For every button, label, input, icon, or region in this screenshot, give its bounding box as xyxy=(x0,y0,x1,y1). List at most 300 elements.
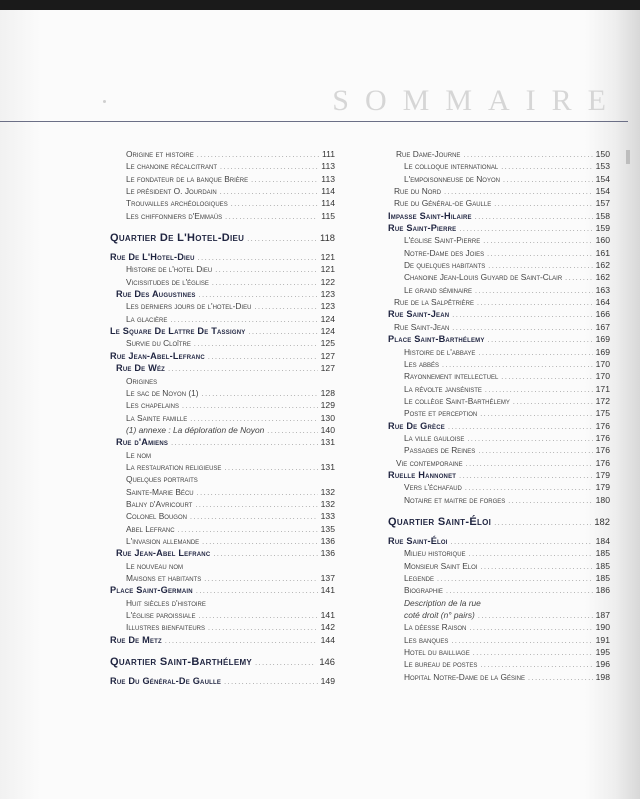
toc-entry-label: L'empoisonneuse de Noyon xyxy=(404,173,500,184)
toc-entry xyxy=(110,412,335,424)
toc-entry-label: Rue Saint-Jean xyxy=(388,309,450,320)
toc-entry-label: Rue De Grèce xyxy=(388,420,445,431)
toc-page-number: 125 xyxy=(320,338,335,349)
toc-entry-label: Le fondateur de la banque Brière xyxy=(126,173,249,184)
toc-entry-label: Rue Jean-Abel-Lefranc xyxy=(110,350,205,361)
toc-entry-label: Les banques xyxy=(404,634,449,645)
toc-entry-label: Origines xyxy=(126,375,158,386)
toc-leader-dots xyxy=(503,175,593,187)
toc-entry-label: Le bureau de postes xyxy=(404,659,478,670)
toc-entry-label: Rue du Nord xyxy=(394,186,442,197)
toc-entry-label: Vicissitudes de l'église xyxy=(126,276,209,287)
toc-entry xyxy=(388,481,610,493)
toc-entry xyxy=(110,300,335,312)
toc-leader-dots xyxy=(251,175,318,187)
toc-leader-dots xyxy=(467,434,592,446)
toc-section-heading xyxy=(388,512,610,531)
toc-entry-label: Quartier Saint-Éloi xyxy=(388,515,492,528)
toc-leader-dots xyxy=(197,488,318,500)
toc-page-number: 175 xyxy=(595,408,610,419)
toc-leader-dots xyxy=(501,162,592,174)
toc-entry-label: Rue Saint-Jean xyxy=(394,321,450,332)
toc-leader-dots xyxy=(528,673,593,685)
toc-page-number: 133 xyxy=(320,511,335,522)
toc-page-number: 149 xyxy=(320,676,335,687)
toc-leader-dots xyxy=(202,537,317,549)
toc-leader-dots xyxy=(231,199,319,211)
toc-leader-dots xyxy=(475,286,593,298)
toc-entry xyxy=(110,337,335,349)
toc-leader-dots xyxy=(255,654,316,673)
toc-leader-dots xyxy=(494,199,592,211)
toc-page-number: 176 xyxy=(595,420,610,431)
toc-page-number: 141 xyxy=(320,610,335,621)
toc-entry xyxy=(388,634,610,646)
toc-street-entry xyxy=(110,251,335,263)
toc-page-number: 164 xyxy=(595,297,610,308)
toc-leader-dots xyxy=(437,574,593,586)
toc-page-number: 111 xyxy=(321,149,335,159)
toc-leader-dots xyxy=(182,401,318,413)
toc-page-number: 122 xyxy=(320,276,335,287)
toc-entry-label: Quartier Saint-Barthélemy xyxy=(110,656,253,669)
toc-page-number: 184 xyxy=(595,535,610,546)
toc-entry xyxy=(110,461,335,473)
toc-street-entry xyxy=(388,308,610,320)
toc-entry-label: Survie du Cloître xyxy=(126,338,191,349)
toc-entry xyxy=(388,185,610,197)
toc-page-number: 154 xyxy=(595,186,610,197)
toc-entry-label: La ville gauloise xyxy=(404,432,465,443)
toc-entry-label: Notre-Dame des Joies xyxy=(404,247,485,258)
toc-entry xyxy=(110,387,335,399)
toc-leader-dots xyxy=(487,249,593,261)
toc-entry-label: Place Saint-Germain xyxy=(110,585,193,596)
toc-page-number: 131 xyxy=(320,461,335,472)
toc-entry-label: Trouvailles archéologiques xyxy=(126,198,228,209)
toc-entry-label: Rue de la Salpêtrière xyxy=(394,297,474,308)
toc-entry-label: Rue De Metz xyxy=(110,634,162,645)
toc-leader-dots xyxy=(171,438,318,450)
toc-entry-label: Hotel du bailliage xyxy=(404,647,470,658)
toc-leader-dots xyxy=(195,500,317,512)
toc-page-number: 195 xyxy=(595,647,610,658)
toc-entry xyxy=(110,313,335,325)
toc-entry-label: Le Square De Lattre De Tassigny xyxy=(110,326,246,337)
toc-page-number: 121 xyxy=(320,252,335,263)
toc-entry xyxy=(388,358,610,370)
toc-page-number: 129 xyxy=(320,400,335,411)
toc-street-entry xyxy=(110,584,335,596)
toc-leader-dots xyxy=(469,623,592,635)
toc-entry-label: Rue Jean-Abel Lefranc xyxy=(116,548,211,559)
binding-mark xyxy=(626,150,630,164)
toc-entry-label: Rue Du Général-De Gaulle xyxy=(110,676,222,687)
toc-page-number: 187 xyxy=(595,610,610,621)
toc-leader-dots xyxy=(248,327,317,339)
toc-leader-dots xyxy=(168,364,318,376)
toc-entry xyxy=(110,210,335,222)
toc-entry xyxy=(110,148,335,160)
toc-page-number: 163 xyxy=(595,284,610,295)
toc-page-number: 196 xyxy=(595,659,610,670)
toc-section-heading xyxy=(110,652,335,671)
toc-leader-dots xyxy=(254,302,317,314)
toc-leader-dots xyxy=(448,422,593,434)
toc-entry xyxy=(388,321,610,333)
toc-right-column xyxy=(388,148,610,683)
toc-page-number: 158 xyxy=(595,210,610,221)
toc-street-entry xyxy=(110,634,335,646)
toc-leader-dots xyxy=(565,273,592,285)
toc-leader-dots xyxy=(215,265,317,277)
toc-entry-label: Quartier De L'Hotel-Dieu xyxy=(110,232,245,245)
toc-page-number: 128 xyxy=(320,387,335,398)
toc-entry-label: Poste et perception xyxy=(404,408,478,419)
toc-entry xyxy=(388,547,610,559)
toc-street-entry xyxy=(110,547,335,559)
toc-entry-label: Description de la rue xyxy=(404,597,481,608)
toc-leader-dots xyxy=(469,549,593,561)
toc-entry xyxy=(388,560,610,572)
page-header-title: SOMMAIRE xyxy=(332,84,622,117)
toc-entry-label: Les derniers jours de l'hotel-Dieu xyxy=(126,301,252,312)
toc-page-number: 179 xyxy=(595,469,610,480)
toc-entry-label: Ruelle Hannonet xyxy=(388,469,457,480)
toc-entry-label: L'invasion allemande xyxy=(126,535,200,546)
toc-entry-label: Origine et histoire xyxy=(126,149,194,159)
toc-street-entry xyxy=(110,288,335,300)
toc-entry xyxy=(388,234,610,246)
toc-page-number: 121 xyxy=(320,264,335,275)
toc-entry-label: La Sainte famille xyxy=(126,412,188,423)
toc-entry-label: Rue Saint-Pierre xyxy=(388,223,457,234)
toc-entry xyxy=(110,160,335,172)
toc-page-number: 124 xyxy=(320,326,335,337)
toc-entry-label: De quelques habitants xyxy=(404,260,486,271)
toc-page-number: 118 xyxy=(320,232,335,244)
toc-page-number: 166 xyxy=(595,309,610,320)
toc-entry xyxy=(388,621,610,633)
toc-entry-label: Vie contemporaine xyxy=(396,457,463,468)
toc-page-number: 141 xyxy=(320,585,335,596)
toc-entry-label: Huit siècles d'histoire xyxy=(126,597,206,608)
toc-entry-label: Sainte-Marie Bécu xyxy=(126,486,194,497)
toc-entry-label: Rue De L'Hotel-Dieu xyxy=(110,252,195,263)
toc-leader-dots xyxy=(165,636,318,648)
toc-section-heading xyxy=(110,228,335,247)
toc-entry-label: Milieu historique xyxy=(404,548,466,559)
toc-page-number: 113 xyxy=(321,173,335,184)
toc-leader-dots xyxy=(196,586,318,598)
toc-entry xyxy=(388,671,610,683)
toc-leader-dots xyxy=(202,389,318,401)
toc-entry xyxy=(388,457,610,469)
toc-entry-label: Le chanoine récalcitrant xyxy=(126,161,217,172)
toc-entry-label: Le grand séminaire xyxy=(404,284,472,295)
toc-leader-dots xyxy=(478,348,592,360)
toc-entry-label: L'église paroissiale xyxy=(126,610,196,621)
toc-page-number: 142 xyxy=(320,622,335,633)
toc-entry-label: Le nom xyxy=(126,449,151,460)
toc-entry xyxy=(388,584,610,596)
toc-page-number: 137 xyxy=(320,573,335,583)
toc-leader-dots xyxy=(190,512,318,524)
toc-entry-label: La restauration religieuse xyxy=(126,461,222,472)
toc-entry-label: Legende xyxy=(404,573,434,583)
toc-page-number: 170 xyxy=(595,371,610,382)
toc-entry-label: Monsieur Saint Eloi xyxy=(404,560,478,571)
toc-page-number: 169 xyxy=(595,346,610,357)
toc-entry-label: Biographie xyxy=(404,585,443,596)
toc-page-number: 130 xyxy=(320,412,335,423)
toc-leader-dots xyxy=(224,463,317,475)
header-rule xyxy=(0,121,628,122)
toc-entry-label: Histoire de l'hotel Dieu xyxy=(126,264,213,275)
toc-street-entry xyxy=(110,436,335,448)
toc-leader-dots xyxy=(208,352,318,364)
toc-entry xyxy=(388,296,610,308)
toc-entry-label: Les chapelains xyxy=(126,400,180,411)
toc-page-number: 135 xyxy=(320,523,335,534)
toc-entry xyxy=(388,494,610,506)
toc-street-entry xyxy=(388,469,610,481)
scan-top-edge xyxy=(0,0,640,10)
toc-entry-label: Rue Dame-Journe xyxy=(396,149,461,159)
toc-page-number: 136 xyxy=(320,535,335,546)
toc-page-number: 124 xyxy=(320,313,335,324)
toc-entry-label: Balny d'Avricourt xyxy=(126,498,193,509)
toc-entry xyxy=(110,399,335,411)
toc-page-number: 186 xyxy=(595,585,610,596)
paper-speck xyxy=(103,100,106,103)
toc-page-number: 176 xyxy=(595,457,610,468)
toc-leader-dots xyxy=(501,372,592,384)
toc-entry-label: coté droit (n° pairs) xyxy=(404,610,475,621)
toc-leader-dots xyxy=(451,636,592,648)
toc-entry-label: (1) annexe : La déploration de Noyon xyxy=(126,424,265,435)
toc-leader-dots xyxy=(508,496,592,508)
toc-entry xyxy=(388,148,610,160)
toc-entry xyxy=(388,646,610,658)
toc-entry-label: Hopital Notre-Dame de la Gésine xyxy=(404,671,525,682)
toc-leader-dots xyxy=(466,459,593,471)
toc-entry xyxy=(110,173,335,185)
toc-page-number: 185 xyxy=(595,560,610,571)
toc-street-entry xyxy=(110,325,335,337)
toc-leader-dots xyxy=(451,537,593,549)
toc-entry xyxy=(388,173,610,185)
toc-street-entry xyxy=(110,362,335,374)
toc-street-entry xyxy=(388,535,610,547)
toc-leader-dots xyxy=(480,409,592,421)
toc-leader-dots xyxy=(213,549,317,561)
toc-entry xyxy=(388,259,610,271)
toc-page-number: 132 xyxy=(320,486,335,497)
toc-entry-label: Rue De Wéz xyxy=(116,363,166,374)
toc-page-number: 170 xyxy=(595,358,610,369)
toc-page-number: 182 xyxy=(594,515,610,527)
toc-entry-label: Quelques portraits xyxy=(126,474,198,485)
toc-leader-dots xyxy=(488,335,593,347)
toc-leader-dots xyxy=(477,298,593,310)
toc-page-number: 114 xyxy=(321,198,335,209)
toc-page-number: 185 xyxy=(595,548,610,559)
toc-entry-label: Le colloque international xyxy=(404,161,499,172)
toc-leader-dots xyxy=(478,611,593,623)
toc-entry-label: La révolte janséniste xyxy=(404,383,482,394)
toc-leader-dots xyxy=(247,230,317,249)
toc-entry-label: Les abbés xyxy=(404,358,439,369)
toc-page-number: 171 xyxy=(595,383,610,394)
toc-leader-dots xyxy=(475,212,593,224)
toc-entry-label: Rue du Général-de Gaulle xyxy=(394,198,492,209)
toc-page-number: 144 xyxy=(320,634,335,645)
toc-page-number: 162 xyxy=(595,272,610,283)
toc-page-number: 123 xyxy=(320,289,335,300)
toc-leader-dots xyxy=(220,187,319,199)
toc-leader-dots xyxy=(473,648,593,660)
toc-leader-dots xyxy=(208,623,318,635)
toc-page-number: 160 xyxy=(595,235,610,246)
toc-entry-label: Le collège Saint-Barthélemy xyxy=(404,395,510,406)
toc-page-number: 167 xyxy=(595,321,610,332)
toc-entry xyxy=(388,383,610,395)
toc-page-number: 185 xyxy=(595,573,610,583)
toc-page-number: 154 xyxy=(595,173,610,184)
toc-page-number: 162 xyxy=(595,260,610,271)
toc-left-column xyxy=(110,148,335,687)
toc-leader-dots xyxy=(513,397,593,409)
toc-page-number: 136 xyxy=(320,548,335,559)
toc-page-number: 153 xyxy=(595,161,610,172)
toc-page-number: 179 xyxy=(595,482,610,493)
toc-page-number: 114 xyxy=(321,186,335,197)
toc-entry-label: Rue Des Augustines xyxy=(116,289,196,300)
toc-leader-dots xyxy=(480,562,592,574)
toc-page-number: 157 xyxy=(595,198,610,209)
toc-page-number: 113 xyxy=(321,161,335,172)
toc-page-number: 161 xyxy=(595,247,610,258)
toc-entry xyxy=(110,276,335,288)
toc-entry xyxy=(110,523,335,535)
toc-entry xyxy=(110,609,335,621)
toc-entry-label: Passages de Reines xyxy=(404,445,476,456)
toc-leader-dots xyxy=(483,236,592,248)
toc-page-number: 180 xyxy=(595,494,610,505)
toc-entry xyxy=(110,510,335,522)
toc-page-number: 159 xyxy=(595,223,610,234)
toc-street-entry xyxy=(110,675,335,687)
toc-entry xyxy=(388,271,610,283)
toc-entry-label: Rayonnement intellectuel xyxy=(404,371,499,382)
toc-entry xyxy=(110,185,335,197)
toc-entry-label: Impasse Saint-Hilaire xyxy=(388,210,472,221)
toc-entry-label: Notaire et maitre de forges xyxy=(404,494,506,505)
toc-street-entry xyxy=(388,222,610,234)
toc-leader-dots xyxy=(459,471,593,483)
toc-entry xyxy=(388,197,610,209)
toc-entry-label: Colonel Bougon xyxy=(126,511,187,522)
toc-entry xyxy=(388,395,610,407)
toc-entry xyxy=(110,424,335,436)
toc-entry-label: Illustres bienfaiteurs xyxy=(126,622,206,633)
toc-entry xyxy=(110,572,335,584)
toc-page-number: 127 xyxy=(320,350,335,361)
toc-page-number: 191 xyxy=(595,634,610,645)
toc-entry-label: Le sac de Noyon (1) xyxy=(126,387,199,398)
toc-leader-dots xyxy=(267,426,317,438)
toc-leader-dots xyxy=(452,310,592,322)
toc-entry xyxy=(110,535,335,547)
toc-entry-label: Place Saint-Barthélemy xyxy=(388,334,485,345)
toc-page-number: 140 xyxy=(320,424,335,435)
toc-page-number: 176 xyxy=(595,445,610,456)
toc-entry xyxy=(388,444,610,456)
toc-entry-label: Chanoine Jean-Louis Guyard de Saint-Clair xyxy=(404,272,563,283)
toc-entry xyxy=(388,346,610,358)
toc-leader-dots xyxy=(478,446,592,458)
toc-entry-label: La glacière xyxy=(126,313,168,324)
toc-page-number: 172 xyxy=(595,395,610,406)
toc-page-number: 123 xyxy=(320,301,335,312)
toc-entry xyxy=(388,658,610,670)
toc-page-number: 198 xyxy=(595,671,610,682)
toc-leader-dots xyxy=(194,339,318,351)
toc-leader-dots xyxy=(225,212,318,224)
toc-street-entry xyxy=(388,420,610,432)
toc-street-entry xyxy=(388,210,610,222)
toc-page-number: 169 xyxy=(595,334,610,345)
toc-entry-label: Rue Saint-Éloi xyxy=(388,535,448,546)
toc-entry xyxy=(388,609,610,621)
toc-street-entry xyxy=(388,333,610,345)
toc-leader-dots xyxy=(212,278,318,290)
toc-entry-label: Le président O. Jourdain xyxy=(126,186,217,197)
toc-page-number: 150 xyxy=(595,149,610,159)
toc-entry-label: Abel Lefranc xyxy=(126,523,175,534)
toc-entry xyxy=(110,498,335,510)
toc-page-number: 115 xyxy=(321,210,335,221)
toc-leader-dots xyxy=(198,253,318,265)
toc-entry-label: Vers l'échafaud xyxy=(404,482,462,493)
toc-entry-label: Le nouveau nom xyxy=(126,560,183,571)
toc-leader-dots xyxy=(224,677,318,689)
toc-entry-label: Maisons et habitants xyxy=(126,573,202,583)
toc-page-number: 190 xyxy=(595,622,610,633)
toc-page-number: 132 xyxy=(320,498,335,509)
toc-page-number: 176 xyxy=(595,432,610,443)
toc-entry-label: La déesse Raison xyxy=(404,622,467,633)
toc-entry-label: Histoire de l'abbaye xyxy=(404,346,476,357)
toc-entry xyxy=(388,284,610,296)
toc-entry-label: Rue d'Amiens xyxy=(116,437,169,448)
toc-entry xyxy=(388,247,610,259)
toc-leader-dots xyxy=(494,514,591,533)
toc-entry-label: L'église Saint-Pierre xyxy=(404,235,481,246)
toc-page-number: 127 xyxy=(320,363,335,374)
toc-entry xyxy=(388,432,610,444)
toc-entry-label: Les chiffonniers d'Emmaüs xyxy=(126,210,223,221)
toc-street-entry xyxy=(110,350,335,362)
toc-leader-dots xyxy=(204,574,317,586)
toc-entry xyxy=(110,621,335,633)
toc-page-number: 131 xyxy=(320,437,335,448)
toc-entry xyxy=(388,407,610,419)
toc-leader-dots xyxy=(199,611,318,623)
toc-entry xyxy=(110,263,335,275)
toc-entry xyxy=(110,486,335,498)
